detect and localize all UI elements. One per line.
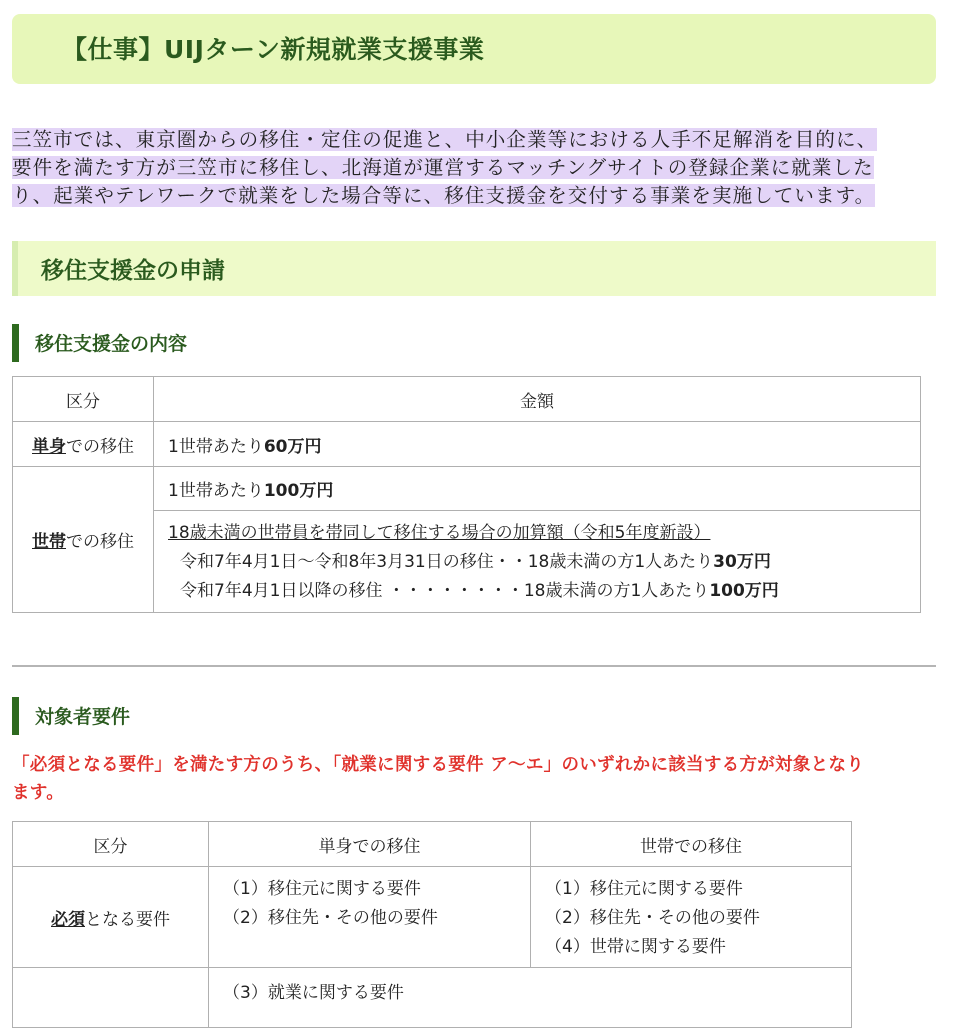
row-label-single: 単身での移住 xyxy=(13,422,154,467)
col-header-amount: 金額 xyxy=(154,377,921,422)
col-header-household: 世帯での移住 xyxy=(531,822,852,867)
cell-household-requirements xyxy=(531,867,852,968)
single-req-2: （2）移住先・その他の要件 xyxy=(223,908,438,928)
page-title: 【仕事】UIJターン新規就業支援事業 xyxy=(62,35,485,64)
row-label-employment xyxy=(13,968,209,1028)
intro-paragraph xyxy=(12,126,942,210)
section-heading-box xyxy=(12,241,936,296)
divider xyxy=(12,665,936,667)
col-header-category: 区分 xyxy=(13,377,154,422)
cell-household-amount: 1世帯あたり100万円 xyxy=(154,467,921,511)
section-heading: 移住支援金の申請 xyxy=(41,258,225,284)
subheading-eligibility-text: 対象者要件 xyxy=(35,706,131,728)
intro-line-1: 三笠市では、東京圏からの移住・定住の促進と、中小企業等における人手不足解消を目的に、 xyxy=(12,128,878,151)
addon-line-1: 令和7年4月1日～令和8年3月31日の移住・・18歳未満の方1人あたり30万円 xyxy=(180,552,771,572)
intro-line-2: 要件を満たす方が三笠市に移住し、北海道が運営するマッチングサイトの登録企業に就業した xyxy=(12,156,874,179)
eligibility-table xyxy=(12,821,852,1028)
addon-title: 18歳未満の世帯員を帯同して移住する場合の加算額（令和5年度新設） xyxy=(168,523,711,543)
notice-line-1: 「必須となる要件」を満たす方のうち、「就業に関する要件 ア～エ」のいずれかに該当する方が対象となり xyxy=(12,755,865,775)
household-req-2: （2）移住先・その他の要件 xyxy=(545,908,760,928)
addon-line-2: 令和7年4月1日以降の移住 ・・・・・・・・18歳未満の方1人あたり100万円 xyxy=(180,581,779,601)
page-title-box xyxy=(12,14,936,84)
cell-single-amount: 1世帯あたり60万円 xyxy=(154,422,921,467)
col-header-single: 単身での移住 xyxy=(209,822,531,867)
subsidy-amount-table xyxy=(12,376,921,613)
row-label-required: 必須となる要件 xyxy=(13,867,209,968)
single-req-1: （1）移住元に関する要件 xyxy=(223,879,421,899)
subheading-content-text: 移住支援金の内容 xyxy=(35,333,188,355)
employment-req: （3）就業に関する要件 xyxy=(223,983,404,1003)
row-label-household: 世帯での移住 xyxy=(13,467,154,613)
household-req-4: （4）世帯に関する要件 xyxy=(545,937,726,957)
cell-employment-requirements xyxy=(209,968,852,1028)
eligibility-notice xyxy=(12,751,947,807)
cell-single-requirements xyxy=(209,867,531,968)
household-req-1: （1）移住元に関する要件 xyxy=(545,879,743,899)
col-header-category-2: 区分 xyxy=(13,822,209,867)
intro-line-3: り、起業やテレワークで就業をした場合等に、移住支援金を交付する事業を実施しています。 xyxy=(12,184,876,207)
notice-line-2: ます。 xyxy=(12,783,64,803)
subheading-content xyxy=(12,324,188,362)
cell-child-addon xyxy=(154,511,921,613)
subheading-eligibility xyxy=(12,697,131,735)
